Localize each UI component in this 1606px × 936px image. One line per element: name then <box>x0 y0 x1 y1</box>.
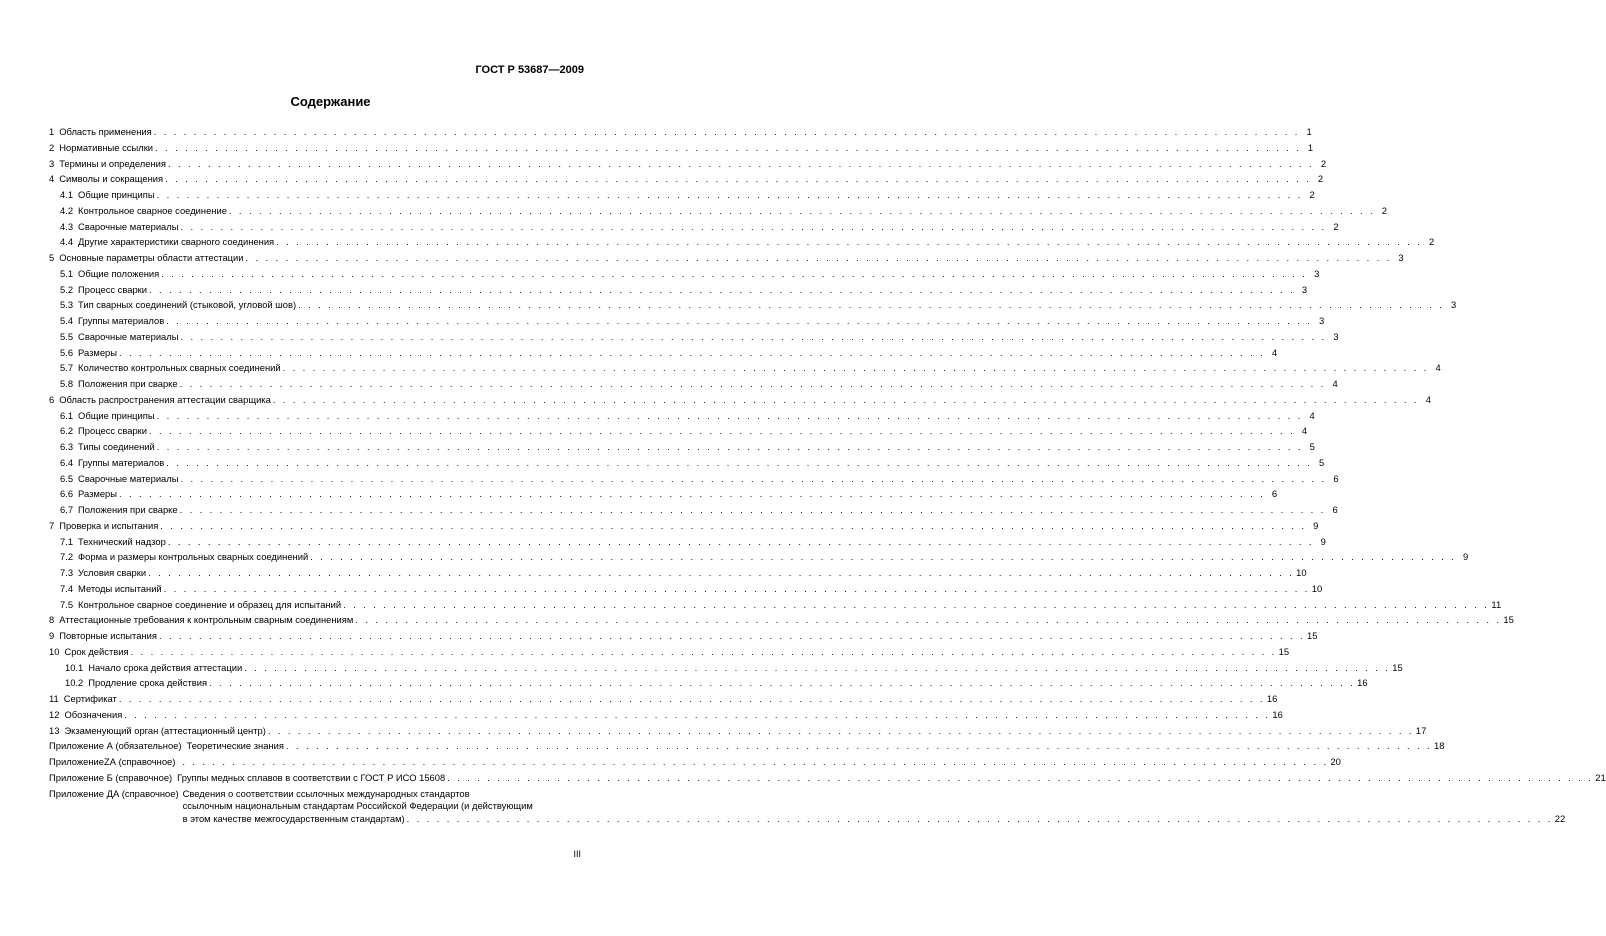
toc-entry[interactable] <box>49 439 1315 455</box>
toc-entry-title: Общие положения <box>78 267 160 279</box>
toc-entry-page: 4 <box>1332 378 1338 389</box>
toc-entry-page: 15 <box>1392 661 1403 673</box>
toc-entry-page: 15 <box>1503 614 1514 626</box>
toc-entry-number: 6.5 <box>60 472 74 484</box>
toc-entry-title: Срок действия <box>64 645 129 657</box>
toc-entry-number: 10.2 <box>65 677 84 689</box>
toc-entry-number: 3 <box>49 157 55 169</box>
table-of-contents <box>49 124 1606 825</box>
toc-entry-page: 9 <box>1463 551 1469 563</box>
dot-leader <box>244 660 1390 676</box>
toc-entry-page: 2 <box>1429 236 1435 248</box>
toc-entry-number: 5.4 <box>60 315 74 326</box>
toc-entry[interactable] <box>49 565 1307 581</box>
dot-leader <box>119 486 1265 502</box>
toc-entry-number: 8 <box>49 614 55 626</box>
toc-entry-page: 4 <box>1435 362 1441 374</box>
toc-entry-number: 7.2 <box>60 551 74 563</box>
dot-leader <box>268 723 1414 739</box>
toc-entry-page: 2 <box>1309 189 1315 200</box>
toc-entry[interactable] <box>49 297 1457 313</box>
toc-entry-page: 3 <box>1301 283 1308 295</box>
dot-leader <box>246 250 1392 266</box>
toc-entry-number: 10 <box>49 645 60 657</box>
toc-entry-title: Термины и определения <box>59 157 166 169</box>
dot-leader <box>155 140 1301 156</box>
toc-entry-page: 16 <box>1272 708 1283 720</box>
dot-leader <box>298 297 1444 313</box>
toc-entry-title: Положения при сварке <box>78 378 178 389</box>
toc-entry-title: Размеры <box>78 488 118 500</box>
toc-entry-number: 10.1 <box>65 661 84 673</box>
toc-entry-number: 7.1 <box>60 535 74 547</box>
toc-entry-number: 7.3 <box>60 567 74 578</box>
toc-entry-title-line: ссылочным национальным стандартам Российской Федерации (и действующим <box>182 800 533 812</box>
toc-entry-number: 12 <box>49 708 60 720</box>
dot-leader <box>161 266 1307 282</box>
dot-leader <box>180 376 1326 392</box>
toc-entry-number: 4.1 <box>60 189 74 200</box>
dot-leader <box>119 345 1265 361</box>
toc-entry-number: 5.8 <box>60 378 74 389</box>
toc-entry[interactable] <box>49 329 1339 345</box>
toc-entry-number: 6.3 <box>60 441 74 452</box>
toc-entry-page: 16 <box>1357 677 1368 689</box>
toc-entry[interactable] <box>49 691 1278 707</box>
toc-entry-title: Сварочные материалы <box>78 472 179 484</box>
toc-entry-title: Группы медных сплавов в соответствии с ГОСТ Р ИСО 15608 <box>177 771 446 783</box>
toc-entry-number: 7 <box>49 519 55 531</box>
toc-entry-number: 7.4 <box>60 582 74 594</box>
toc-entry-title: Начало срока действия аттестации <box>88 661 243 673</box>
toc-entry-page: 4 <box>1301 425 1308 437</box>
toc-entry-title: Другие характеристики сварного соединения <box>78 236 275 248</box>
dot-leader <box>180 502 1326 518</box>
toc-entry[interactable] <box>49 423 1308 439</box>
toc-entry-number: 6.2 <box>60 425 74 437</box>
toc-entry-page: 3 <box>1450 299 1457 311</box>
toc-entry-title: Основные параметры области аттестации <box>59 252 244 263</box>
toc-entry-page: 21 <box>1595 771 1606 783</box>
toc-entry[interactable] <box>49 660 1403 676</box>
toc-entry-title: Контрольное сварное соединение и образец для испытаний <box>78 598 342 610</box>
toc-entry-page: 2 <box>1320 157 1327 169</box>
dot-leader <box>148 565 1294 581</box>
dot-leader <box>168 156 1314 172</box>
toc-entry[interactable] <box>49 471 1339 487</box>
toc-entry-title: Символы и сокращения <box>59 173 164 185</box>
toc-entry[interactable] <box>49 408 1315 424</box>
toc-entry-page: 2 <box>1381 204 1387 216</box>
toc-entry[interactable] <box>49 549 1469 565</box>
toc-entry-number: 6.1 <box>60 409 74 421</box>
toc-entry-title: Общие принципы <box>78 189 155 200</box>
page-number: III <box>573 849 581 859</box>
dot-leader <box>273 392 1419 408</box>
toc-entry-title: Условия сварки <box>78 567 147 578</box>
toc-entry-title: Контрольное сварное соединение <box>78 204 227 216</box>
toc-entry-number: 4 <box>49 173 55 185</box>
toc-entry[interactable] <box>49 345 1278 361</box>
toc-entry-number: 5 <box>49 252 55 263</box>
toc-entry-number: ПриложениеZА (справочное) <box>49 756 176 767</box>
toc-entry[interactable] <box>49 376 1338 392</box>
toc-entry[interactable] <box>49 707 1283 723</box>
toc-entry[interactable] <box>49 392 1431 408</box>
toc-entry-number: 4.2 <box>60 204 74 216</box>
toc-entry-page: 16 <box>1266 693 1278 704</box>
document-header: ГОСТ Р 53687—2009 <box>475 64 584 76</box>
toc-entry[interactable] <box>49 581 1323 597</box>
toc-entry-title: Методы испытаний <box>78 582 162 594</box>
dot-leader <box>229 203 1375 219</box>
dot-leader <box>166 313 1312 329</box>
toc-entry[interactable] <box>49 486 1278 502</box>
toc-entry-page: 20 <box>1330 756 1341 767</box>
toc-entry-page: 5 <box>1319 456 1325 468</box>
toc-entry-number: 1 <box>49 126 55 137</box>
toc-entry-title: Продление срока действия <box>88 677 208 689</box>
toc-entry-number: 7.5 <box>60 598 74 610</box>
dot-leader <box>157 439 1303 455</box>
toc-entry-number: 5.1 <box>60 267 74 279</box>
toc-entry[interactable] <box>49 360 1441 376</box>
toc-entry-title: Положения при сварке <box>78 504 178 515</box>
toc-entry-page: 4 <box>1425 393 1431 405</box>
dot-leader <box>310 549 1456 565</box>
toc-entry-title: Область распространения аттестации сварщика <box>59 393 271 405</box>
toc-entry-title: Сварочные материалы <box>78 330 179 342</box>
toc-entry-number: 5.7 <box>60 362 74 374</box>
toc-entry-title: Размеры <box>78 346 118 358</box>
dot-leader <box>157 187 1303 203</box>
toc-entry-number: Приложение А (обязательное) <box>49 740 182 752</box>
dot-leader <box>283 360 1429 376</box>
dot-leader <box>182 754 1328 770</box>
toc-entry[interactable] <box>49 171 1324 187</box>
toc-entry-page: 9 <box>1313 519 1319 531</box>
dot-leader <box>149 282 1295 298</box>
dot-leader <box>160 518 1306 534</box>
toc-entry-title: Процесс сварки <box>78 283 147 295</box>
toc-entry-title: Типы соединений <box>78 441 155 452</box>
toc-entry[interactable] <box>49 770 1606 786</box>
toc-entry-number: 5.3 <box>60 299 74 311</box>
toc-entry-number: 13 <box>49 724 60 736</box>
toc-entry-title: Аттестационные требования к контрольным сварным соединениям <box>59 614 354 626</box>
toc-entry[interactable] <box>49 738 1445 754</box>
toc-entry[interactable] <box>49 754 1341 770</box>
dot-leader <box>159 628 1305 644</box>
toc-entry-title: Теоретические знания <box>186 740 284 752</box>
toc-entry-number: 6.6 <box>60 488 74 500</box>
toc-entry-page: 4 <box>1309 409 1315 421</box>
dot-leader <box>149 423 1295 439</box>
toc-entry-number: 5.6 <box>60 346 74 358</box>
dot-leader <box>157 408 1303 424</box>
dot-leader <box>276 234 1422 250</box>
toc-entry-number: 6.4 <box>60 456 74 468</box>
toc-entry-number: Приложение ДА (справочное) <box>49 787 179 799</box>
toc-entry-number: 6.7 <box>60 504 74 515</box>
dot-leader <box>124 707 1270 723</box>
toc-entry-page: 4 <box>1271 346 1278 358</box>
dot-leader <box>164 581 1310 597</box>
dot-leader <box>447 770 1593 786</box>
toc-entry-page: 6 <box>1332 504 1338 515</box>
toc-entry-page: 2 <box>1317 173 1324 185</box>
toc-entry-title: Общие принципы <box>78 409 155 421</box>
toc-entry-page: 3 <box>1333 330 1339 342</box>
toc-entry-page: 18 <box>1434 740 1445 752</box>
toc-entry[interactable] <box>49 187 1315 203</box>
dot-leader <box>119 691 1265 707</box>
toc-entry-title-line: в этом качестве межгосударственным стандартам) <box>182 812 405 824</box>
toc-entry-page: 17 <box>1415 724 1427 736</box>
toc-entry-number: 11 <box>49 693 59 704</box>
toc-entry-title: Сварочные материалы <box>78 220 179 232</box>
toc-entry-page: 1 <box>1306 126 1312 137</box>
toc-entry[interactable] <box>49 140 1314 156</box>
toc-entry[interactable] <box>49 675 1368 691</box>
toc-entry-number: 9 <box>49 630 55 641</box>
toc-entry-title: Группы материалов <box>78 315 165 326</box>
dot-leader <box>180 219 1326 235</box>
toc-entry-title: Тип сварных соединений (стыковой, угловой шов) <box>78 299 297 311</box>
toc-entry[interactable] <box>49 644 1290 660</box>
toc-entry[interactable] <box>49 455 1325 471</box>
toc-entry-number: 6 <box>49 393 55 405</box>
toc-entry-page: 2 <box>1333 220 1339 232</box>
toc-entry[interactable] <box>49 234 1435 250</box>
dot-leader <box>165 171 1311 187</box>
dot-leader <box>407 813 1553 826</box>
toc-entry[interactable] <box>49 124 1312 140</box>
toc-entry[interactable] <box>49 534 1326 550</box>
toc-entry[interactable] <box>49 723 1427 739</box>
toc-entry[interactable] <box>49 502 1338 518</box>
dot-leader <box>154 124 1300 140</box>
toc-entry-title: Группы материалов <box>78 456 165 468</box>
toc-entry[interactable] <box>49 313 1325 329</box>
dot-leader <box>343 597 1489 613</box>
dot-leader <box>168 534 1314 550</box>
dot-leader <box>180 471 1326 487</box>
toc-entry-page: 10 <box>1296 567 1307 578</box>
dot-leader <box>166 455 1312 471</box>
toc-entry-number: 5.5 <box>60 330 74 342</box>
toc-entry-number: 4.3 <box>60 220 74 232</box>
toc-entry-page: 1 <box>1307 141 1314 153</box>
toc-entry-page: 3 <box>1314 267 1320 279</box>
toc-entry-number: 2 <box>49 141 55 153</box>
toc-entry[interactable] <box>49 250 1404 266</box>
toc-entry[interactable] <box>49 156 1327 172</box>
toc-entry[interactable] <box>49 787 1566 826</box>
toc-entry-page: 6 <box>1333 472 1339 484</box>
toc-entry-title: Процесс сварки <box>78 425 147 437</box>
toc-entry-title: Форма и размеры контрольных сварных соединений <box>78 551 309 563</box>
toc-entry-page: 10 <box>1311 582 1323 594</box>
page-title: Содержание <box>290 94 371 109</box>
toc-entry-page: 22 <box>1554 812 1566 824</box>
toc-entry[interactable] <box>49 266 1320 282</box>
dot-leader <box>131 644 1277 660</box>
toc-entry-page: 11 <box>1491 598 1502 610</box>
toc-entry-page: 3 <box>1398 252 1404 263</box>
toc-entry[interactable] <box>49 203 1387 219</box>
toc-entry-title: Область применения <box>59 126 152 137</box>
toc-entry[interactable] <box>49 518 1319 534</box>
toc-entry-page: 15 <box>1278 645 1290 657</box>
toc-entry-number: 4.4 <box>60 236 74 248</box>
toc-entry-page: 5 <box>1309 441 1315 452</box>
dot-leader <box>209 675 1355 691</box>
toc-entry-title: Технический надзор <box>78 535 166 547</box>
toc-entry-title: Нормативные ссылки <box>59 141 154 153</box>
toc-entry-page: 9 <box>1320 535 1326 547</box>
toc-entry-title: Повторные испытания <box>59 630 157 641</box>
dot-leader <box>180 329 1326 345</box>
toc-entry-page: 6 <box>1271 488 1278 500</box>
toc-entry-title-line: Сведения о соответствии ссылочных международных стандартов <box>182 787 470 799</box>
toc-entry[interactable] <box>49 282 1308 298</box>
toc-entry-title: Сертификат <box>63 693 117 704</box>
toc-entry[interactable] <box>49 219 1339 235</box>
dot-leader <box>355 612 1501 628</box>
dot-leader <box>286 738 1432 754</box>
toc-entry-number: Приложение Б (справочное) <box>49 771 173 783</box>
toc-entry-title: Обозначения <box>64 708 123 720</box>
toc-entry-number: 5.2 <box>60 283 74 295</box>
toc-entry-title: Количество контрольных сварных соединений <box>78 362 281 374</box>
toc-entry[interactable] <box>49 597 1502 613</box>
toc-entry[interactable] <box>49 628 1318 644</box>
toc-entry-page: 15 <box>1307 630 1318 641</box>
toc-entry-title: Экзаменующий орган (аттестационный центр) <box>64 724 266 736</box>
toc-entry[interactable] <box>49 612 1514 628</box>
toc-entry-title: Проверка и испытания <box>59 519 159 531</box>
toc-entry-page: 3 <box>1319 315 1325 326</box>
